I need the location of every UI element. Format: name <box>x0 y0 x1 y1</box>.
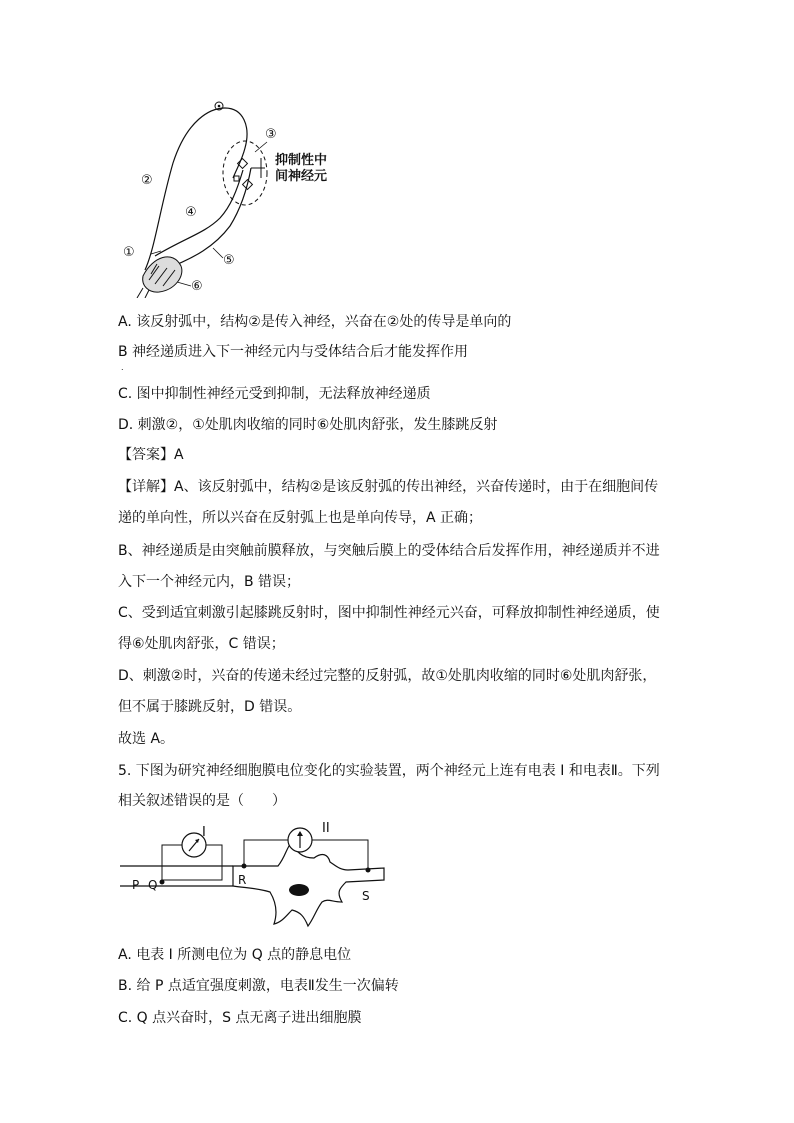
nucleus <box>289 884 309 896</box>
q4-detail-line: B、神经递质是由突触前膜释放，与突触后膜上的受体结合后发挥作用，神经递质并不进 <box>118 543 660 559</box>
q5-option-b: B. 给 P 点适宜强度刺激，电表Ⅱ发生一次偏转 <box>118 978 399 994</box>
q4-option-c: C. 图中抑制性神经元受到抑制，无法释放神经递质 <box>118 386 431 402</box>
meter-1-label: I <box>202 825 206 840</box>
neuron-body <box>233 842 384 926</box>
point-s-label: S <box>362 889 370 903</box>
label-inhibitory-1: 抑制性中 <box>275 153 328 168</box>
label-2: ② <box>141 173 153 188</box>
q4-answer: 【答案】A <box>118 447 184 463</box>
q4-option-b: B 神经递质进入下一神经元内与受体结合后才能发挥作用 <box>118 344 469 360</box>
q4-detail-line: 【详解】A、该反射弧中，结构②是该反射弧的传出神经，兴奋传递时，由于在细胞间传 <box>118 479 659 495</box>
inhibitory-region-circle <box>223 141 267 205</box>
q4-detail-line: C、受到适宜刺激引起膝跳反射时，图中抑制性神经元兴奋，可释放抑制性神经递质，使 <box>118 605 660 621</box>
label-4: ④ <box>185 205 197 220</box>
point-q-label: Q <box>148 878 158 892</box>
q4-detail-line: D、刺激②时，兴奋的传递未经过完整的反射弧，故①处肌肉收缩的同时⑥处肌肉舒张， <box>118 668 657 684</box>
label-1: ① <box>123 245 135 260</box>
label-3: ③ <box>265 127 277 142</box>
q4-detail-line: 入下一个神经元内，B 错误； <box>118 574 301 590</box>
q5-stem-line1: 5. 下图为研究神经细胞膜电位变化的实验装置，两个神经元上连有电表 I 和电表Ⅱ。下列 <box>118 763 660 779</box>
nerve-arc-2 <box>145 108 247 270</box>
q4-detail-line: 得⑥处肌肉舒张，C 错误； <box>118 636 285 652</box>
point-p-label: P <box>132 878 140 892</box>
label-5: ⑤ <box>223 253 235 268</box>
q5-stem-line2: 相关叙述错误的是（ ） <box>118 793 286 809</box>
electrode-setup-figure <box>118 818 388 933</box>
q4-option-b-dot: . <box>121 363 124 372</box>
q4-detail-line: 但不属于膝跳反射，D 错误。 <box>118 699 302 715</box>
q4-detail-line: 递的单向性，所以兴奋在反射弧上也是单向传导，A 正确； <box>118 510 483 526</box>
q5-option-a: A. 电表 I 所测电位为 Q 点的静息电位 <box>118 947 352 963</box>
q4-option-d: D. 刺激②，①处肌肉收缩的同时⑥处肌肉舒张，发生膝跳反射 <box>118 417 498 433</box>
reflex-arc-figure <box>115 98 355 298</box>
label-inhibitory-2: 间神经元 <box>275 169 328 184</box>
q5-option-c: C. Q 点兴奋时，S 点无离子进出细胞膜 <box>118 1010 362 1026</box>
point-r-label: R <box>238 873 247 887</box>
q4-detail-line: 故选 A。 <box>118 731 175 747</box>
q4-option-a: A. 该反射弧中，结构②是传入神经，兴奋在②处的传导是单向的 <box>118 314 512 330</box>
meter-2-label: II <box>322 821 330 836</box>
label-6: ⑥ <box>191 279 203 294</box>
nerve-5 <box>163 168 251 270</box>
